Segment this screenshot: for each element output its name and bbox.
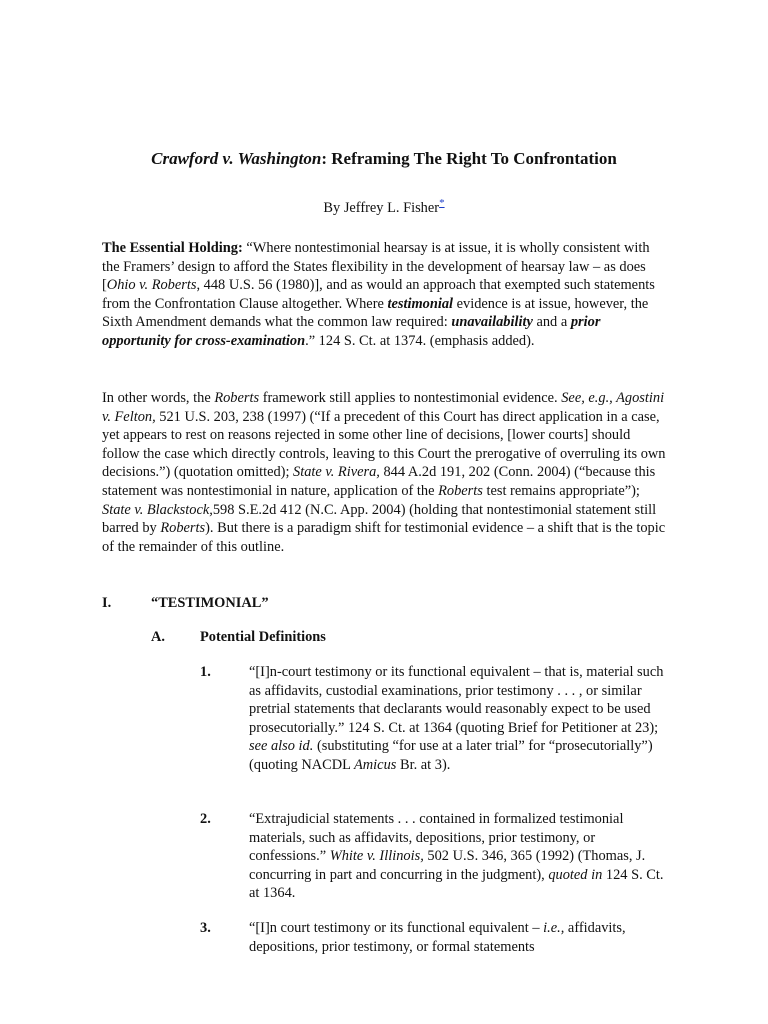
text-run: , 448 U.S. 56 (1980)], and as would an approach that exempted such statements from the Confrontation Clause altogether. Where (102, 277, 655, 312)
case-citation: State v. Rivera, (293, 464, 380, 481)
byline (0, 199, 768, 218)
emphasis: testimonial (387, 295, 454, 312)
section-i-title: “TESTIMONIAL” (151, 595, 269, 611)
essential-holding-paragraph (102, 239, 668, 351)
footnote-link[interactable]: * (439, 197, 445, 210)
text-run: and a (532, 314, 571, 331)
text-run: affidavits, depositions, prior testimony, or formal statements (249, 920, 626, 955)
other-words-paragraph (102, 389, 668, 556)
text-run: “Where nontestimonial hearsay is at issue, it is wholly consistent with the Framers’ design to afford the States flexibility in the development of hearsay law – as does [ (102, 240, 650, 294)
author: By Jeffrey L. Fisher (323, 200, 440, 216)
text-run: .” 124 S. Ct. at 1374. (emphasis added). (305, 332, 535, 349)
text-run: “Extrajudicial statements . . . contained in formalized testimonial materials, such as affidavits, depositions, prior testimony, or confessions.” (249, 811, 624, 865)
citation-signal: Amicus (354, 756, 397, 773)
text-run: (substituting “for use at a later trial” for “prosecutorially”) (quoting NACDL (249, 738, 653, 773)
case-citation: Roberts (160, 520, 206, 537)
item-1-number: 1. (200, 664, 211, 680)
text-run: In other words, the (102, 390, 215, 406)
text-run: evidence is at issue, however, the Sixth Amendment demands what the common law required: (102, 295, 649, 331)
text-run: 521 U.S. 203, 238 (1997) (“If a precedent of this Court has direct application in a case, yet appears to rest on reasons rejected in some other line of decisions, [lower courts] should follow the case which directly controls, leaving to this Court the prerogative of overruling its own decisions.”) (quotation omitted); (102, 408, 666, 481)
title-subtitle: : Reframing The Right To Confrontation (321, 149, 617, 168)
essential-holding-label: The Essential Holding: (102, 240, 243, 256)
text-run: test remains appropriate”); (482, 482, 640, 499)
case-citation: Roberts (438, 482, 483, 499)
item-1-text (249, 663, 667, 775)
text-run: framework still applies to nontestimonial evidence. (259, 390, 562, 406)
item-2-number: 2. (200, 811, 211, 827)
case-citation: Roberts (214, 390, 260, 406)
case-citation: See, e.g., Agostini v. Felton, (102, 390, 665, 425)
section-i-number: I. (102, 595, 112, 611)
text-run: 124 S. Ct. at 1364. (249, 866, 664, 902)
title-case-name: Crawford v. Washington (151, 149, 322, 168)
item-3-text (249, 919, 667, 956)
text-run: “[I]n-court testimony or its functional equivalent – that is, material such as affidavits, custodial examinations, prior testimony . . . , or similar pretrial statements that declarants would reasonably expect to be used prosecutorially.” 124 S. Ct. at 1364 (quoting Brief for Petitioner at 23); (249, 664, 664, 736)
citation-signal: quoted in (548, 866, 603, 883)
item-3-number: 3. (200, 920, 211, 936)
citation-signal: see also id. (249, 738, 314, 755)
section-a-title: Potential Definitions (200, 629, 326, 645)
section-a-number: A. (151, 629, 165, 645)
text-run: 502 U.S. 346, 365 (1992) (Thomas, J. concurring in part and concurring in the judgment), (249, 848, 646, 883)
case-citation: White v. Illinois, (329, 848, 424, 865)
document-title (0, 148, 768, 170)
text-run: 598 S.E.2d 412 (N.C. App. 2004) (holding that nontestimonial statement still barred by (102, 501, 657, 537)
text-run: ). But there is a paradigm shift for testimonial evidence – a shift that is the topic of the remainder of this outline. (102, 520, 666, 555)
text-run: Br. at 3). (396, 756, 451, 773)
text-run: 844 A.2d 191, 202 (Conn. 2004) (“because this statement was nontestimonial in nature, application of the (102, 464, 656, 499)
case-citation: Ohio v. Roberts (106, 277, 197, 294)
case-citation: State v. Blackstock, (102, 501, 213, 518)
emphasis: unavailability (451, 314, 533, 331)
item-2-text (249, 810, 667, 903)
emphasis: prior opportunity for cross-examination (102, 314, 601, 349)
text-run: “[I]n court testimony or its functional equivalent – (249, 920, 544, 936)
citation-signal: i.e., (543, 920, 565, 936)
